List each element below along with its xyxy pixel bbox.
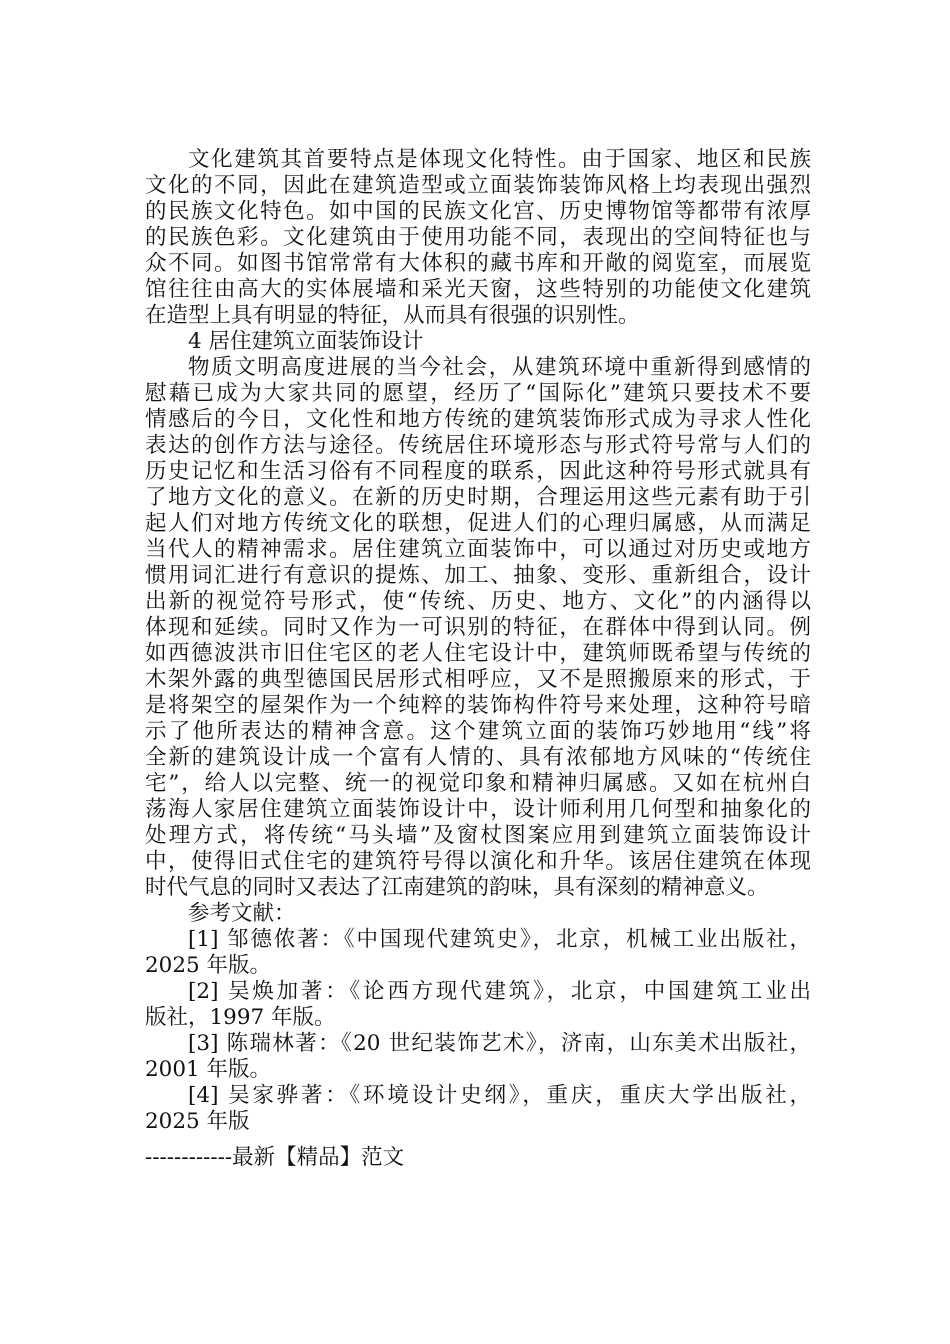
text-line: 在造型上具有明显的特征，从而具有很强的识别性。 — [145, 303, 640, 328]
text-line: 馆往往由高大的实体展墙和采光天窗，这些特别的功能使文化建筑 — [145, 277, 811, 302]
paragraph — [145, 1031, 811, 1083]
text-line: 的民族文化特色。如中国的民族文化宫、历史博物馆等都带有浓厚 — [145, 199, 811, 224]
paragraph — [145, 1083, 811, 1135]
text-line: 情感后的今日，文化性和地方传统的建筑装饰形式成为寻求人性化 — [145, 407, 811, 432]
text-line: 历史记忆和生活习俗有不同程度的联系，因此这种符号形式就具有 — [145, 459, 811, 484]
text-line: [3] 陈瑞林著：《20 世纪装饰艺术》，济南，山东美术出版社， — [188, 1031, 811, 1056]
text-line: [2] 吴焕加著：《论西方现代建筑》，北京，中国建筑工业出 — [188, 979, 811, 1004]
text-line: 处理方式，将传统“马头墙”及窗杖图案应用到建筑立面装饰设计 — [145, 823, 811, 848]
paragraph — [145, 147, 811, 329]
text-line: 是将架空的屋架作为一个纯粹的装饰构件符号来处理，这种符号暗 — [145, 693, 811, 718]
text-line: 众不同。如图书馆常常有大体积的藏书库和开敞的阅览室，而展览 — [145, 251, 811, 276]
paragraph — [145, 355, 811, 901]
text-line: 木架外露的典型德国民居形式相呼应，又不是照搬原来的形式，于 — [145, 667, 811, 692]
text-line: 物质文明高度进展的当今社会，从建筑环境中重新得到感情的 — [188, 355, 811, 380]
text-line: 起人们对地方传统文化的联想，促进人们的心理归属感，从而满足 — [145, 511, 811, 536]
text-line: 了地方文化的意义。在新的历史时期，合理运用这些元素有助于引 — [145, 485, 811, 510]
paragraph — [145, 927, 811, 979]
text-line: 表达的创作方法与途径。传统居住环境形态与形式符号常与人们的 — [145, 433, 811, 458]
paragraph — [145, 979, 811, 1031]
text-line: 宅”，给人以完整、统一的视觉印象和精神归属感。又如在杭州白 — [145, 771, 811, 796]
text-line: 中，使得旧式住宅的建筑符号得以演化和升华。该居住建筑在体现 — [145, 849, 811, 874]
text-line: 2001 年版。 — [145, 1057, 272, 1082]
text-line: 的民族色彩。文化建筑由于使用功能不同，表现出的空间特征也与 — [145, 225, 811, 250]
text-line: 2025 年版 — [145, 1109, 250, 1134]
text-line: 4 居住建筑立面装饰设计 — [188, 329, 424, 354]
text-line: 惯用词汇进行有意识的提炼、加工、抽象、变形、重新组合，设计 — [145, 563, 811, 588]
text-line: 版社，1997 年版。 — [145, 1005, 336, 1030]
text-line: 荡海人家居住建筑立面装饰设计中，设计师利用几何型和抽象化的 — [145, 797, 811, 822]
text-line: 参考文献： — [188, 901, 296, 926]
text-line: 全新的建筑设计成一个富有人情的、具有浓郁地方风味的“传统住 — [145, 745, 811, 770]
text-line: 体现和延续。同时又作为一可识别的特征，在群体中得到认同。例 — [145, 615, 811, 640]
text-line: 如西德波洪市旧住宅区的老人住宅设计中，建筑师既希望与传统的 — [145, 641, 811, 666]
text-line: 出新的视觉符号形式，使“传统、历史、地方、文化”的内涵得以 — [145, 589, 811, 614]
text-line: 当代人的精神需求。居住建筑立面装饰中，可以通过对历史或地方 — [145, 537, 811, 562]
text-line: 文化建筑其首要特点是体现文化特性。由于国家、地区和民族 — [188, 147, 811, 172]
document-body — [145, 147, 811, 1135]
text-line: 慰藉已成为大家共同的愿望，经历了“国际化”建筑只要技术不要 — [145, 381, 811, 406]
text-line: 2025 年版。 — [145, 953, 272, 978]
text-line: [1] 邹德侬著：《中国现代建筑史》，北京，机械工业出版社， — [188, 927, 811, 952]
text-line: 文化的不同，因此在建筑造型或立面装饰装饰风格上均表现出强烈 — [145, 173, 811, 198]
text-line: 时代气息的同时又表达了江南建筑的韵味，具有深刻的精神意义。 — [145, 875, 769, 900]
paragraph — [145, 901, 811, 927]
page-footer: ------------最新【精品】范文 — [145, 1145, 405, 1170]
paragraph — [145, 329, 811, 355]
text-line: [4] 吴家骅著：《环境设计史纲》，重庆，重庆大学出版社， — [188, 1083, 811, 1108]
text-line: 示了他所表达的精神含意。这个建筑立面的装饰巧妙地用“线”将 — [145, 719, 811, 744]
